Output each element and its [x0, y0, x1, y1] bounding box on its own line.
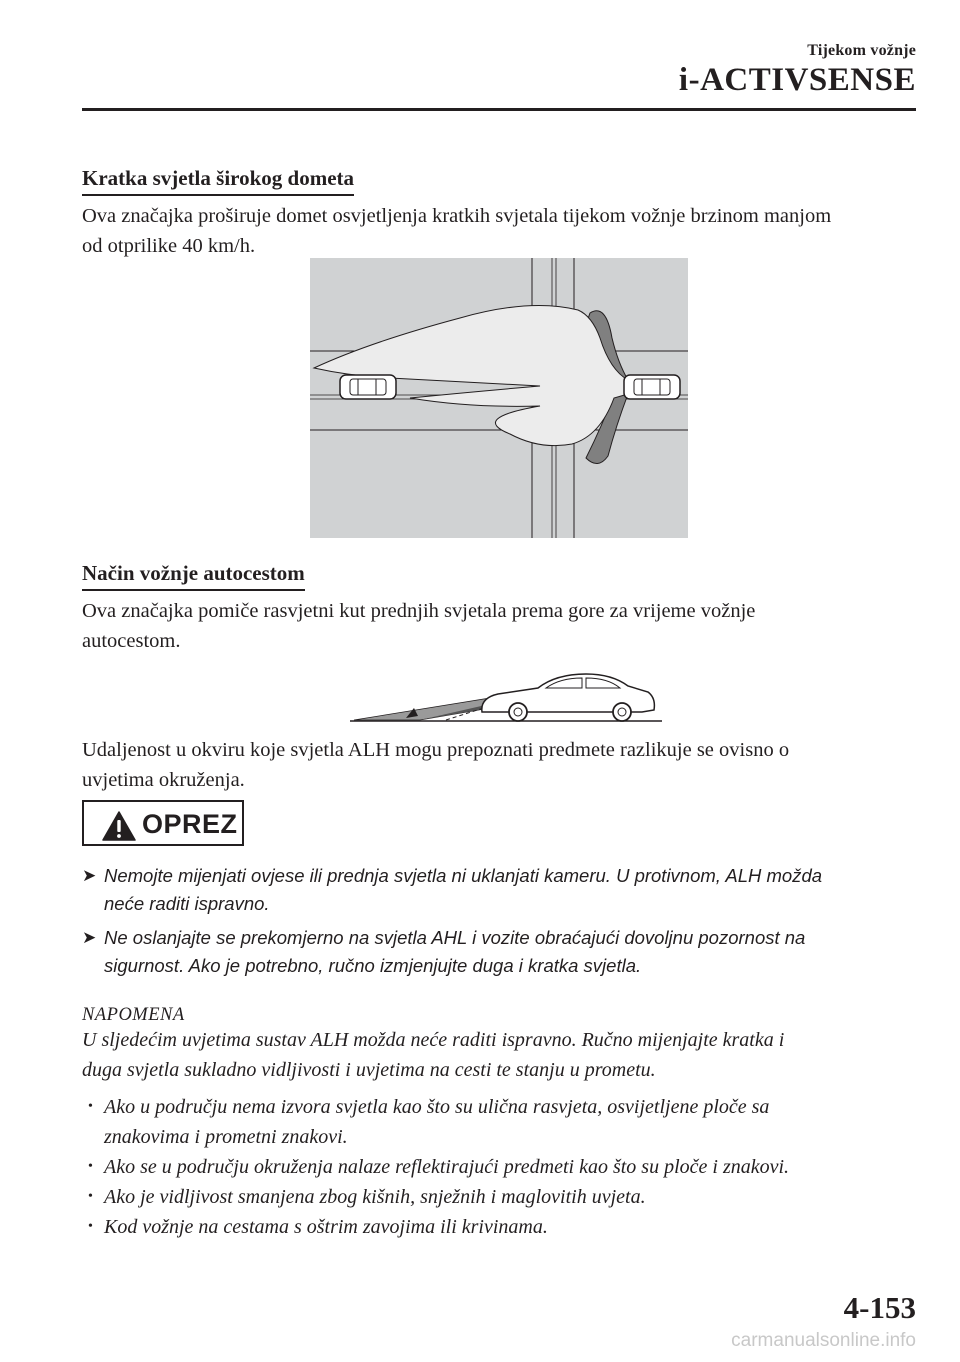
page-number: 4-153 [843, 1290, 916, 1325]
caution-item: ➤ Nemojte mijenjati ovjese ili prednja svjetla ni uklanjati kameru. U protivnom, ALH možda neće raditi ispravno. [82, 862, 922, 918]
list-item: • Ako u području nema izvora svjetla kao što su ulična rasvjeta, osvijetljene ploče sa znakovima i prometni znakovi. [88, 1096, 770, 1148]
watermark: carmanualsonline.info [731, 1330, 916, 1351]
arrow-bullet-icon: ➤ [82, 866, 97, 885]
right-car [624, 375, 680, 399]
list-item: • Ako je vidljivost smanjena zbog kišnih, snježnih i maglovitih uvjeta. [88, 1186, 646, 1208]
left-car [340, 375, 396, 399]
heading-motorway-mode: Način vožnje autocestom [82, 561, 305, 586]
note-intro: U sljedećim uvjetima sustav ALH možda neće raditi ispravno. Ručno mijenjajte kratka i duga svjetla sukladno vidljivosti i uvjetima na cesti te stanju u prometu. [82, 1029, 785, 1081]
paragraph-motorway-mode: Ova značajka pomiče rasvjetni kut prednjih svjetala prema gore za vrijeme vožnje autocestom. [82, 600, 756, 652]
motorway-beam-car-figure [350, 668, 662, 724]
caution-word: OPREZ [142, 809, 238, 839]
wide-beam-intersection-figure [310, 258, 688, 538]
paragraph-alh-range: Udaljenost u okviru koje svjetla ALH mogu prepoznati predmete razlikuje se ovisno o uvjetima okruženja. [82, 739, 790, 791]
section-title: Tijekom vožnje [807, 42, 916, 59]
warning-triangle-icon [102, 811, 136, 841]
note-title: NAPOMENA [82, 1005, 185, 1025]
note-conditions-list [88, 1092, 908, 1242]
arrow-bullet-icon: ➤ [82, 928, 97, 947]
caution-label [82, 800, 244, 846]
heading-wide-low-beam: Kratka svjetla širokog dometa [82, 166, 354, 191]
caution-list [82, 862, 922, 986]
caution-item: ➤ Ne oslanjajte se prekomjerno na svjetla AHL i vozite obraćajući dovoljnu pozornost na sigurnost. Ako je potrebno, ručno izmjenjujte duga i kratka svjetla. [82, 924, 922, 980]
chapter-title: i-ACTIVSENSE [678, 62, 916, 98]
header-divider [82, 108, 916, 111]
list-item: • Kod vožnje na cestama s oštrim zavojima ili krivinama. [88, 1216, 548, 1238]
list-item: • Ako se u području okruženja nalaze reflektirajući predmeti kao što su ploče i znakovi. [88, 1156, 790, 1178]
paragraph-wide-low-beam: Ova značajka proširuje domet osvjetljenja kratkih svjetala tijekom vožnje brzinom manjom od otprilike 40 km/h. [82, 205, 832, 257]
